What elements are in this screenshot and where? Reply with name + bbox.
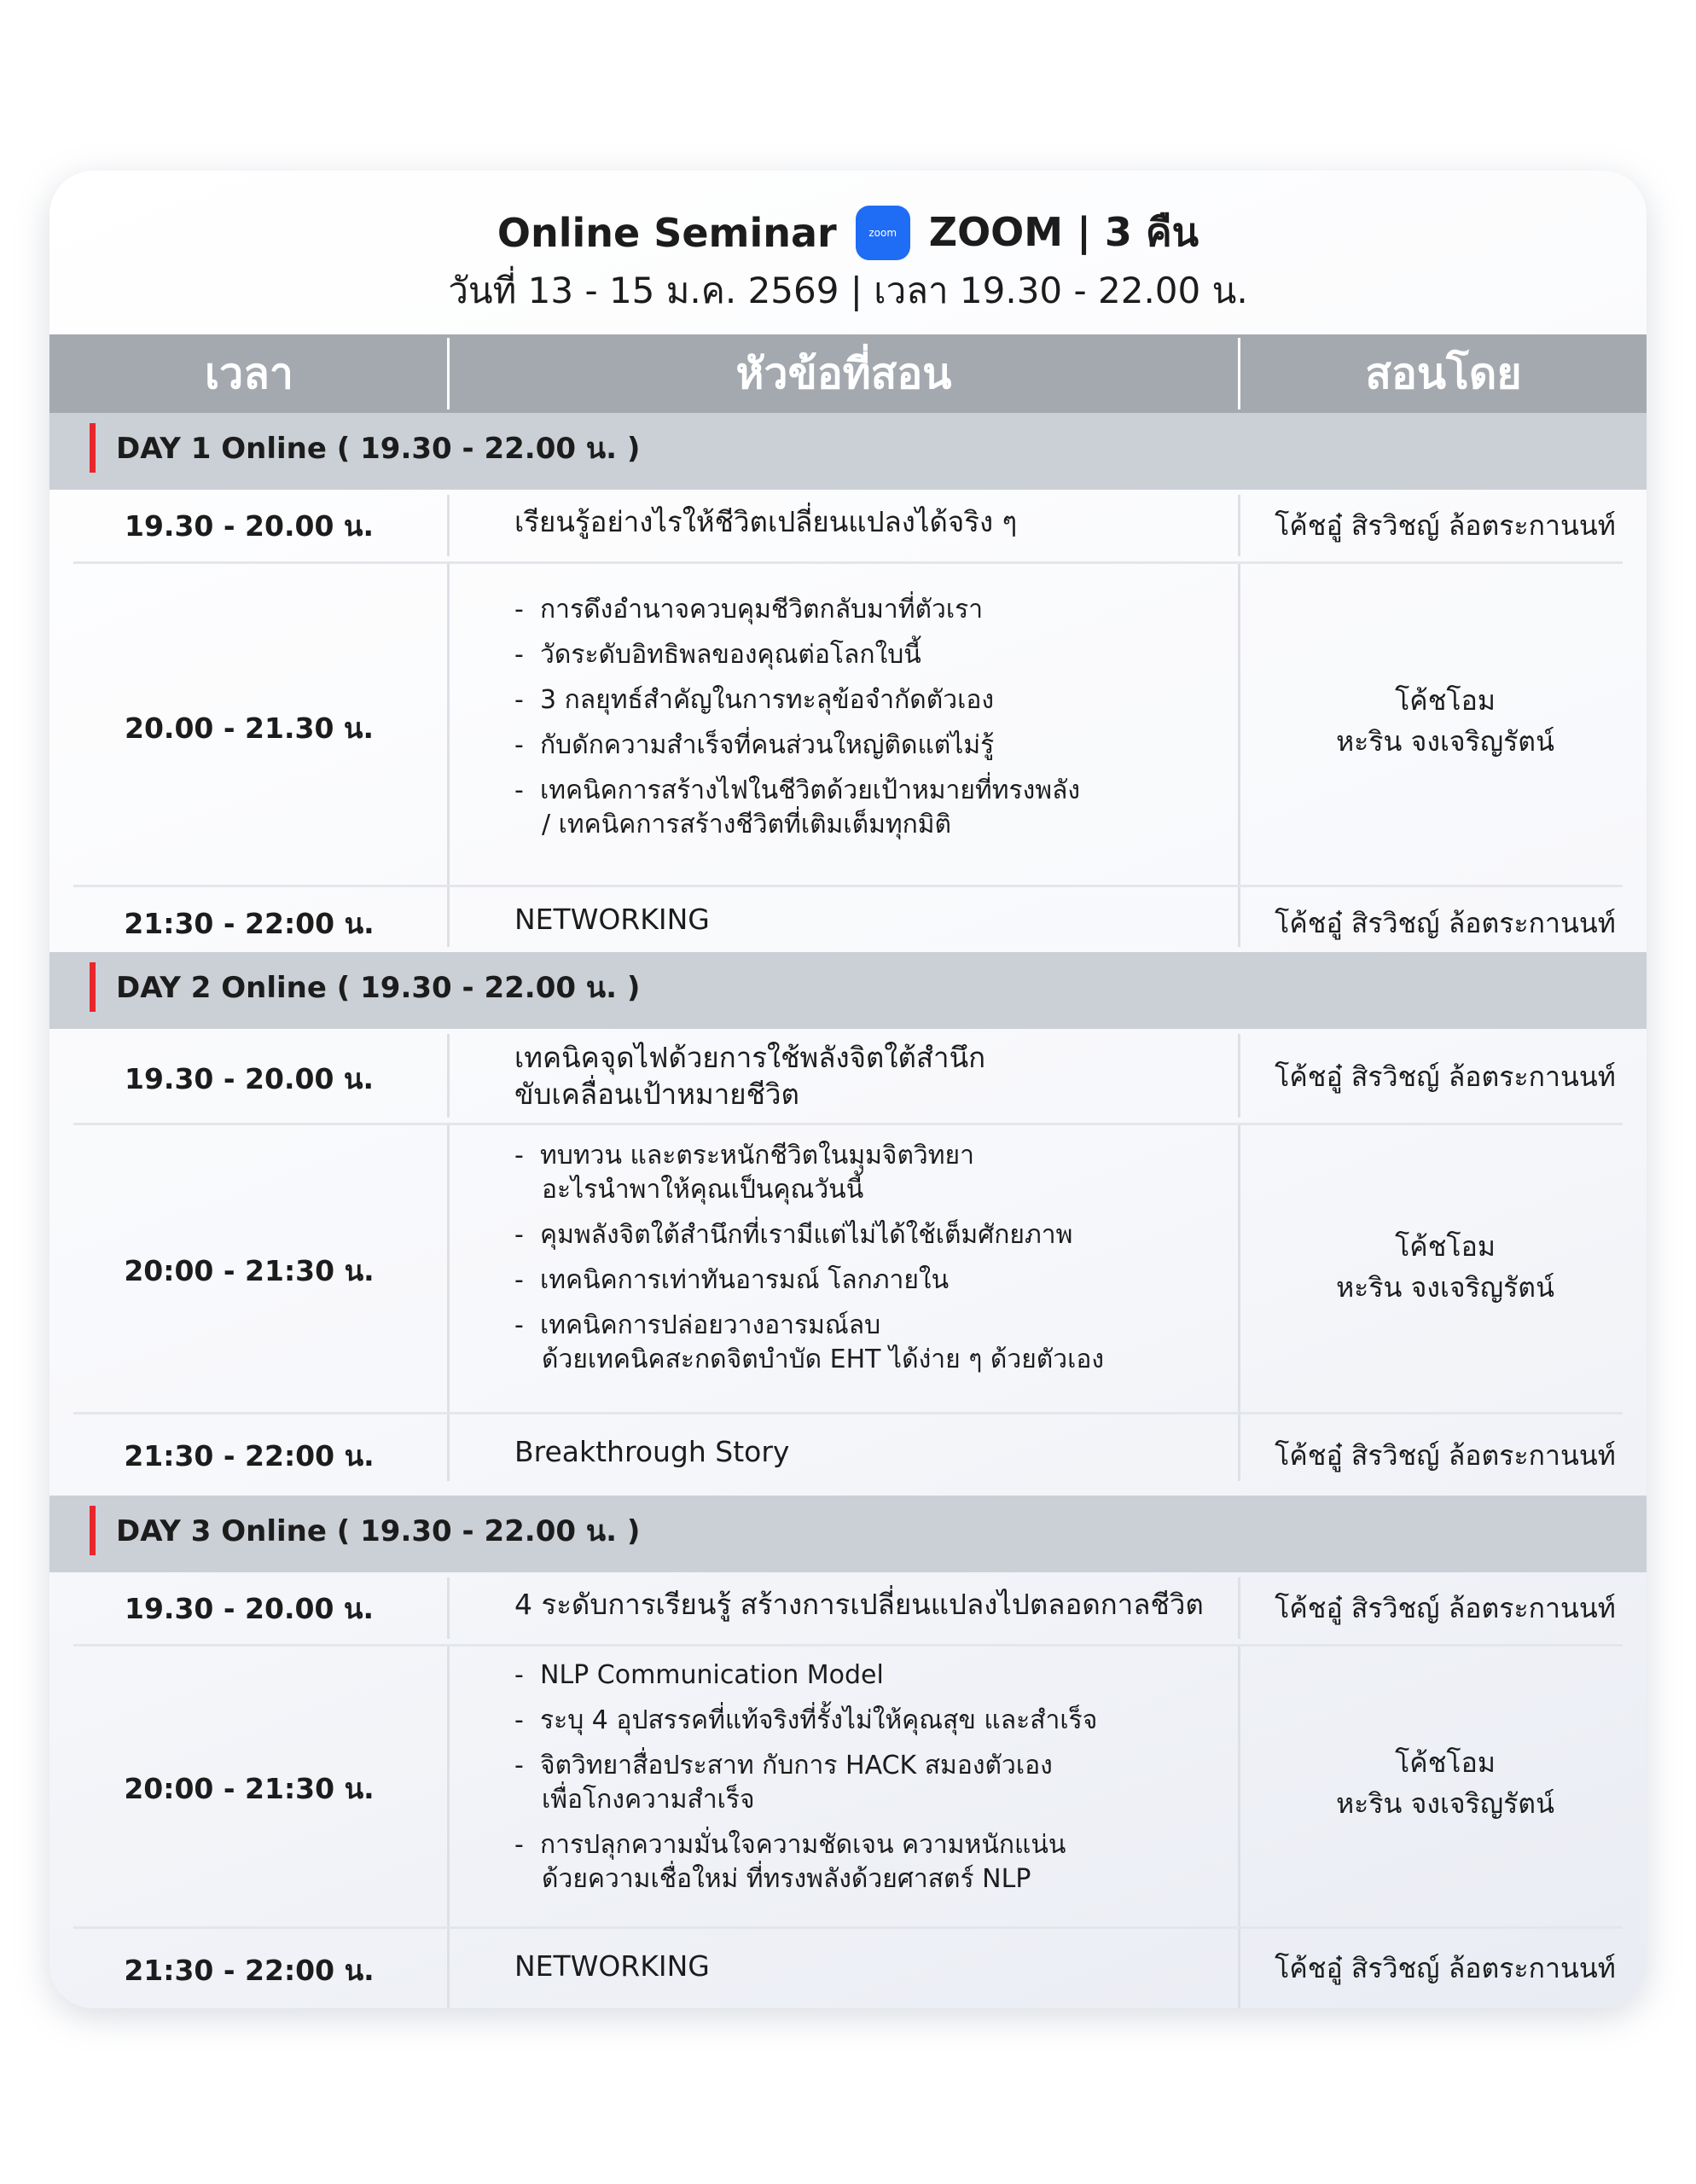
session-time: 19.30 - 20.00 น. <box>124 509 375 543</box>
day-2-label: DAY 2 Online ( 19.30 - 22.00 น. ) <box>116 971 641 1005</box>
column-divider <box>1238 1929 1240 2008</box>
column-divider <box>447 1034 450 1118</box>
column-divider <box>1238 887 1240 947</box>
column-divider <box>447 1577 450 1639</box>
list-item: - NLP Communication Model <box>514 1658 1248 1693</box>
bullet-list <box>514 1658 1248 1896</box>
table-row <box>49 564 1647 885</box>
page-title <box>49 201 1647 264</box>
column-divider <box>1238 1647 1240 1926</box>
column-header-topic: หัวข้อที่สอน <box>735 349 952 398</box>
list-item: - การดึงอำนาจควบคุมชีวิตกลับมาที่ตัวเรา <box>514 593 1248 627</box>
column-divider <box>447 495 450 556</box>
table-row <box>49 887 1647 952</box>
title-right: ZOOM | 3 คืน <box>928 209 1199 255</box>
day-accent-bar <box>90 962 96 1012</box>
list-item: - กับดักความสำเร็จที่คนส่วนใหญ่ติดแต่ไม่รู้ <box>514 729 1248 763</box>
list-item: - ทบทวน และตระหนักชีวิตในมุมจิตวิทยา อะไรนำพาให้คุณเป็นคุณวันนี้ <box>514 1139 1248 1207</box>
table-row <box>49 1572 1647 1644</box>
table-row <box>49 1029 1647 1123</box>
column-header-speaker: สอนโดย <box>1365 349 1522 398</box>
session-time: 20.00 - 21.30 น. <box>124 712 375 745</box>
session-topic: NETWORKING <box>514 1949 710 1983</box>
column-divider <box>447 1125 450 1412</box>
table-row <box>49 1929 1647 2008</box>
session-topic: Breakthrough Story <box>514 1435 790 1468</box>
session-time: 21:30 - 22:00 น. <box>124 1954 375 1987</box>
list-item: - คุมพลังจิตใต้สำนึกที่เรามีแต่ไม่ได้ใช้เต็มศักยภาพ <box>514 1218 1248 1252</box>
schedule-card <box>49 171 1647 2008</box>
column-header-row <box>49 334 1647 413</box>
day-2-banner <box>49 952 1647 1029</box>
day-accent-bar <box>90 423 96 473</box>
column-header-time: เวลา <box>205 349 293 398</box>
column-divider <box>1238 564 1240 885</box>
zoom-logo-text: zoom <box>868 226 897 239</box>
date-time-subtitle: วันที่ 13 - 15 ม.ค. 2569 | เวลา 19.30 - 22.00 น. <box>448 270 1248 311</box>
bullet-list <box>514 1139 1248 1377</box>
session-speaker: โค้ชโอม หะริน จงเจริญรัตน์ <box>1336 1230 1554 1304</box>
title-left: Online Seminar <box>497 209 837 256</box>
session-speaker: โค้ชอู๋ สิรวิชญ์ ล้อตระกานนท์ <box>1275 1952 1616 1984</box>
session-time: 19.30 - 20.00 น. <box>124 1592 375 1625</box>
day-accent-bar <box>90 1506 96 1555</box>
table-row <box>49 1647 1647 1926</box>
list-item: - ระบุ 4 อุปสรรคที่แท้จริงที่รั้งไม่ให้คุณสุข และสำเร็จ <box>514 1704 1248 1738</box>
column-divider <box>1238 1125 1240 1412</box>
day-3-banner <box>49 1496 1647 1572</box>
list-item: - การปลุกความมั่นใจความชัดเจน ความหนักแน่น ด้วยความเชื่อใหม่ ที่ทรงพลังด้วยศาสตร์ NLP <box>514 1828 1248 1896</box>
column-divider <box>1238 495 1240 556</box>
list-item: - เทคนิคการปล่อยวางอารมณ์ลบ ด้วยเทคนิคสะกดจิตบำบัด EHT ได้ง่าย ๆ ด้วยตัวเอง <box>514 1309 1248 1377</box>
list-item: - เทคนิคการสร้างไฟในชีวิตด้วยเป้าหมายที่ทรงพลัง / เทคนิคการสร้างชีวิตที่เติมเต็มทุกมิติ <box>514 774 1248 842</box>
zoom-logo-icon <box>856 206 910 260</box>
table-row <box>49 1414 1647 1496</box>
session-topic-list <box>514 1139 1248 1388</box>
column-divider <box>447 1414 450 1481</box>
schedule-header <box>49 171 1647 334</box>
day-1-label: DAY 1 Online ( 19.30 - 22.00 น. ) <box>116 432 641 466</box>
session-speaker: โค้ชอู๋ สิรวิชญ์ ล้อตระกานนท์ <box>1275 1439 1616 1472</box>
session-speaker: โค้ชอู๋ สิรวิชญ์ ล้อตระกานนท์ <box>1275 509 1616 542</box>
list-item: - เทคนิคการเท่าทันอารมณ์ โลกภายใน <box>514 1263 1248 1298</box>
column-divider <box>447 887 450 947</box>
column-divider <box>447 564 450 885</box>
session-time: 20:00 - 21:30 น. <box>124 1772 375 1805</box>
column-divider <box>1238 1414 1240 1481</box>
session-topic: 4 ระดับการเรียนรู้ สร้างการเปลี่ยนแปลงไปตลอดกาลชีวิต <box>514 1588 1204 1621</box>
table-row <box>49 1125 1647 1412</box>
column-divider <box>447 1647 450 1926</box>
session-time: 19.30 - 20.00 น. <box>124 1062 375 1095</box>
column-divider <box>1238 1577 1240 1639</box>
session-topic-list <box>514 593 1248 853</box>
session-time: 20:00 - 21:30 น. <box>124 1254 375 1287</box>
session-time: 21:30 - 22:00 น. <box>124 907 375 940</box>
session-speaker: โค้ชอู๋ สิรวิชญ์ ล้อตระกานนท์ <box>1275 907 1616 939</box>
session-speaker: โค้ชโอม หะริน จงเจริญรัตน์ <box>1336 684 1554 758</box>
column-divider <box>447 1929 450 2008</box>
list-item: - วัดระดับอิทธิพลของคุณต่อโลกใบนี้ <box>514 638 1248 672</box>
session-topic: เทคนิคจุดไฟด้วยการใช้พลังจิตใต้สำนึก ขับเคลื่อนเป้าหมายชีวิต <box>514 1041 986 1111</box>
day-1-banner <box>49 413 1647 490</box>
session-speaker: โค้ชอู๋ สิรวิชญ์ ล้อตระกานนท์ <box>1275 1060 1616 1093</box>
session-topic: NETWORKING <box>514 903 710 936</box>
list-item: - 3 กลยุทธ์สำคัญในการทะลุข้อจำกัดตัวเอง <box>514 683 1248 717</box>
session-topic: เรียนรู้อย่างไรให้ชีวิตเปลี่ยนแปลงได้จริง ๆ <box>514 505 1018 538</box>
session-speaker: โค้ชโอม หะริน จงเจริญรัตน์ <box>1336 1746 1554 1820</box>
session-time: 21:30 - 22:00 น. <box>124 1439 375 1472</box>
session-topic-list <box>514 1658 1248 1908</box>
bullet-list <box>514 593 1248 842</box>
session-speaker: โค้ชอู๋ สิรวิชญ์ ล้อตระกานนท์ <box>1275 1592 1616 1624</box>
table-row <box>49 490 1647 561</box>
day-3-label: DAY 3 Online ( 19.30 - 22.00 น. ) <box>116 1514 641 1548</box>
column-divider <box>1238 1034 1240 1118</box>
list-item: - จิตวิทยาสื่อประสาท กับการ HACK สมองตัวเอง เพื่อโกงความสำเร็จ <box>514 1749 1248 1817</box>
